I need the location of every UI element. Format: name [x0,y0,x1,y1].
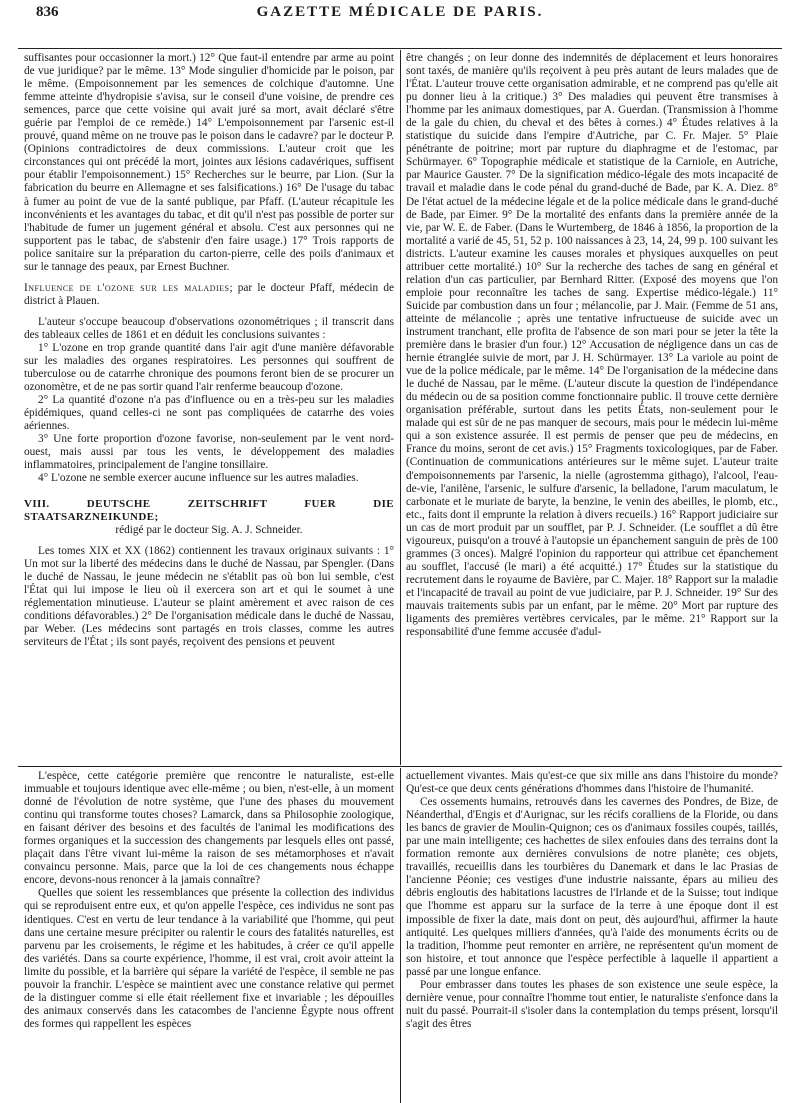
section-divider [18,766,782,767]
column-divider-bottom [400,768,401,1103]
ozone-title: Influence de l'ozone sur les maladies [24,281,230,294]
header-rule [18,48,782,49]
species-paragraph-1: L'espèce, cette catégorie première que rencontre le naturaliste, est-elle immuable et toujours identique avec elle-même ; ou bien, n'est-elle, à un moment donné de l'évolution de notre système, que l'une des phases du mouvement continu qui transforme toutes choses? Lamarck, dans sa Philosophie zoologique, en faisant dériver des besoins et des facultés de l'animal les modifications des formes organiques et la succession des changements par lesquels elles ont passé, plaçait dans l'être vivant lui-même la raison de ses métamorphoses et n'avait convaincu personne. Mais, parce que la loi de ces changements nous échappe encore, devons-nous renoncer à la jamais connaître? [24,770,394,887]
ozone-article-heading [24,282,394,308]
column-top-right [406,52,778,765]
history-paragraph-continued: actuellement vivantes. Mais qu'est-ce que six mille ans dans l'histoire du monde? Qu'est-ce que deux cents générations d'hommes dans l'histoire de l'humanité. [406,770,778,796]
column-bottom-left [24,770,394,1103]
column-divider-top [400,50,401,765]
journal-title: GAZETTE MÉDICALE DE PARIS. [256,4,544,20]
paragraph-continued: suffisantes pour occasionner la mort.) 12° Que faut-il entendre par arme au point de vue juridique? par le même. 13° Mode singulier d'homicide par le poison, par le même. (Empoisonnement par les semences de colchique d'automne. Une femme atteinte d'hydropisie s'avisa, sur le conseil d'une voisine, de prendre ces semences, parce que cette voisine qui avait juré sa mort, avait déclaré s'être guérie par l'emploi de ce remède.) 14° L'empoisonnement par l'arsenic est-il prouvé, quand même on ne trouve pas le poison dans le cadavre? par le docteur P. (Opinions contradictoires de deux commissions. L'auteur croit que les circonstances qui ont précédé la mort, jointes aux lésions cadavériques, suffisent pour établir l'empoisonnement.) 15° Recherches sur le beurre, par Lion. (Sur la fabrication du beurre en Allemagne et ses falsifications.) 16° De l'usage du tabac à fumer au point de vue de la santé publique, par Pfaff. (L'auteur récapitule les inconvénients et les avantages du tabac, et dit qu'il n'est pas possible de porter sur l'habitude de fumer un jugement général et absolu. C'est aux personnes qui ne supportent pas le tabac, de s'abstenir d'en faire usage.) 17° Trois rapports de police sanitaire sur la préparation du carton-pierre, celle des poils d'animaux et sur le tannage des peaux, par Ernest Buchner. [24,52,394,273]
ozone-conclusion-1: 1° L'ozone en trop grande quantité dans l'air agit d'une manière défavorable sur les maladies des organes respiratoires. Les personnes qui souffrent de tuberculose ou de catarrhe chronique des poumons feront bien de se procurer un ozonomètre, et de ne pas sortir quand l'air renferme beaucoup d'ozone. [24,341,394,394]
tomes-paragraph: Les tomes XIX et XX (1862) contiennent les travaux originaux suivants : 1° Un mot sur la liberté des médecins dans le duché de Nassau, par Spengler. (Dans le duché de Nassau, le jeune médecin ne s'établit pas où bon lui semble, c'est l'État qui lui impose le lieu où il exercera son art et qui le soumet à une réglementation minutieuse. L'auteur se plaint amèrement et avec raison de ces conditions défavorables.) 2° De l'organisation médicale dans le duché de Nassau, par Weber. (Les médecins sont partagés en trois classes, comme les autres serviteurs de l'État ; ils sont payés, reçoivent des pensions et peuvent [24,544,394,648]
column-top-left [24,52,394,765]
section-heading: VIII. DEUTSCHE ZEITSCHRIFT FUER DIE STAATSARZNEIKUNDE; [24,497,394,523]
ozone-conclusion-4: 4° L'ozone ne semble exercer aucune influence sur les autres maladies. [38,472,359,485]
page-number: 836 [36,4,59,20]
ozone-conclusion-3: 3° Une forte proportion d'ozone favorise, non-seulement par le vent nord-ouest, mais aussi par tous les vents, le développement des maladies inflammatoires, principalement de l'angine tonsillaire. [24,433,394,472]
ozone-author: ; par le docteur Pfaff, médecin de district à Plauen. [24,281,394,307]
column-bottom-right [406,770,778,1103]
paragraph-continued-right: être changés ; on leur donne des indemnités de déplacement et leurs honoraires sont taxés, de manière qu'ils reçoivent à peu près autant de leurs malades que de l'État. L'auteur trouve cette organisation admirable, et ne comprend pas qu'elle ait pu donner lieu à la critique.) 3° Des maladies qui peuvent être transmises à l'homme par les animaux domestiques, par A. Guerdan. (Transmission à l'homme de la gale du chien, du cheval et des bêtes à cornes.) 4° Études relatives à la statistique du suicide dans l'empire d'Autriche, par C. Fr. Majer. 5° Plaie pénétrante de poitrine; mort par rupture du diaphragme et de l'estomac, par Schürmayer. 6° Topographie médicale et statistique de la Carniole, en Autriche, par Maurice Gauster. 7° De la signification médico-légale des mots incapacité de travail et maladie dans le code pénal du grand-duché de Bade, par K. A. Diez. 8° De l'état actuel de la médecine légale et de la police médicale dans le grand-duché de Bade, par Eimer. 9° De la mortalité des enfants dans la première année de la vie, par W. E. de Faber. (Dans le Wurtemberg, de 1846 à 1856, la proportion de la mortalité a varié de 45, 51, 52 p. 100 naissances à 23, 14, 24, 99 p. 100 suivant les districts. L'auteur examine les causes morales et physiques auxquelles on peut attribuer cette mortalité.) 10° Sur la recherche des taches de sang en général et relation d'un cas particulier, par Bernhard Ritter. (Exposé des moyens que l'on emploie pour reconnaître les taches de sang. Expertise médico-légale.) 11° Suicide par combustion dans un four ; mélancolie, par J. Mair. (Femme de 51 ans, atteinte de mélancolie ; après une tentative infructueuse de suicide avec un instrument tranchant, elle profita de l'absence de son mari pour se jeter la tête la première dans le brasier d'un four.) 12° Accusation de négligence dans un cas de hernie étranglée suivie de mort, par J. H. Schürmayer. 13° La variole au point de vue de la police médicale, par le même. 14° De l'organisation de la médecine dans le duché de Nassau, par le même. (L'auteur discute la question de l'indépendance du médecin ou de sa position comme fonctionnaire public. Il trouve cette dernière organisation préférable, surtout dans les petits États, non-seulement pour le malade qui est sûr de ne pas manquer de secours, mais pour le médecin lui-même qui a son existence assurée. Il est permis de penser que peu de médecins, en France du moins, seront de cet avis.) 15° Fragments toxicologiques, par de Faber. (Continuation de communications antérieures sur le même sujet. L'auteur traite d'empoisonnements par l'arsenic, la nielle (agrostemma githago), l'alcool, l'eau-de-vie, l'anilène, l'arsenic, le sulfure d'arsenic, la belladone, l'arum maculatum, le carbonate et le muriate de baryte, la benzine, le venin des abeilles, le plomb, etc., etc., faits dont il emprunte la relation à divers recueils.) 16° Rapport judiciaire sur un cas de mort produit par un soufflet, par P. J. Schneider. (Le soufflet a dû être vigoureux, puisqu'on a trouvé à l'autopsie un épanchement sanguin de près de 100 grammes (3 onces). Malgré l'opinion du rapporteur qui attribue cet épanchement au soufflet, l'accusé (le mari) a été acquitté.) 17° Études sur la statistique du recrutement dans le royaume de Bavière, par C. Majer. 18° Rapport sur la maladie et l'incapacité de travail au point de vue judiciaire, par P. J. Schneider. 19° Sur des mauvais traitements subis par un enfant, par le même. 20° Mort par rupture des ligaments des premières vertèbres cervicales, par le même. 21° Rapport sur la responsabilité d'une femme accusée d'adul- [406,52,778,639]
section-editor: rédigé par le docteur Sig. A. J. Schneider. [115,523,303,536]
fossil-paragraph: Ces ossements humains, retrouvés dans les cavernes des Pondres, de Bize, de Néanderthal, d'Engis et d'Aurignac, sur les récifs coralliens de la Floride, ou dans les bancs de gravier de Moulin-Quignon; ces os d'animaux fossiles coupés, taillés, par une main intelligente; ces hachettes de silex enfouies dans des terrains dont la formation remonte aux dernières convulsions de notre planète; ces objets, travaillés, recueillis dans les tourbières du Danemark et dans le lac Prasias de l'ancienne Péonie; ces vestiges d'une industrie naissante, épars au milieu des débris engloutis des habitations lacustres de l'Irlande et de la Suisse; tout indique que l'homme est apparu sur la surface de la terre à une époque dont il est impossible de fixer la date, mais dont on peut, dès aujourd'hui, affirmer la haute antiquité. Les quelques milliers d'années, qu'à l'aide des monuments écrits ou de la tradition, l'homme peut remonter en arrière, ne représentent qu'un moment de son histoire, et tout annonce que l'espèce perfectible à laquelle il appartient a passé par une longue enfance. [406,796,778,978]
species-paragraph-2: Quelles que soient les ressemblances que présente la collection des individus qui se reproduisent entre eux, et qu'on appelle l'espèce, ces individus ne sont pas identiques. C'est en vertu de leur tendance à la variabilité que l'homme, qui peut dans une certaine mesure précipiter ou ralentir le cours des fatalités naturelles, est parvenu par les croisements, le régime et les habitudes, à créer ce qu'il appelle des variétés. Dans sa courte expérience, l'homme, il est vrai, croit avoir atteint la limite du possible, et la barrière qui sépare la variété de l'espèce, il semble ne pas pouvoir la franchir. L'espèce se maintient avec une constance relative qui permet de la distinguer comme si elle était réellement fixe et invariable ; les dépouilles des animaux conservés dans les catacombes de l'ancienne Égypte nous offrent des formes qui rappellent les espèces [24,887,394,1030]
page-header [24,0,776,22]
ozone-intro: L'auteur s'occupe beaucoup d'observations ozonométriques ; il transcrit dans des tableaux celles de 1861 et en déduit les conclusions suivantes : [24,315,394,341]
ozone-conclusion-2: 2° La quantité d'ozone n'a pas d'influence ou en a très-peu sur les maladies épidémiques, quand celles-ci ne sont pas compliquées de catarrhe des voies aériennes. [24,394,394,433]
naturalist-paragraph: Pour embrasser dans toutes les phases de son existence une seule espèce, la dernière venue, pour connaître l'homme tout entier, le naturaliste s'enfonce dans la nuit du passé. Pourrait-il s'isoler dans la contemplation du temps présent, lorsqu'il s'agit des êtres [406,978,778,1030]
